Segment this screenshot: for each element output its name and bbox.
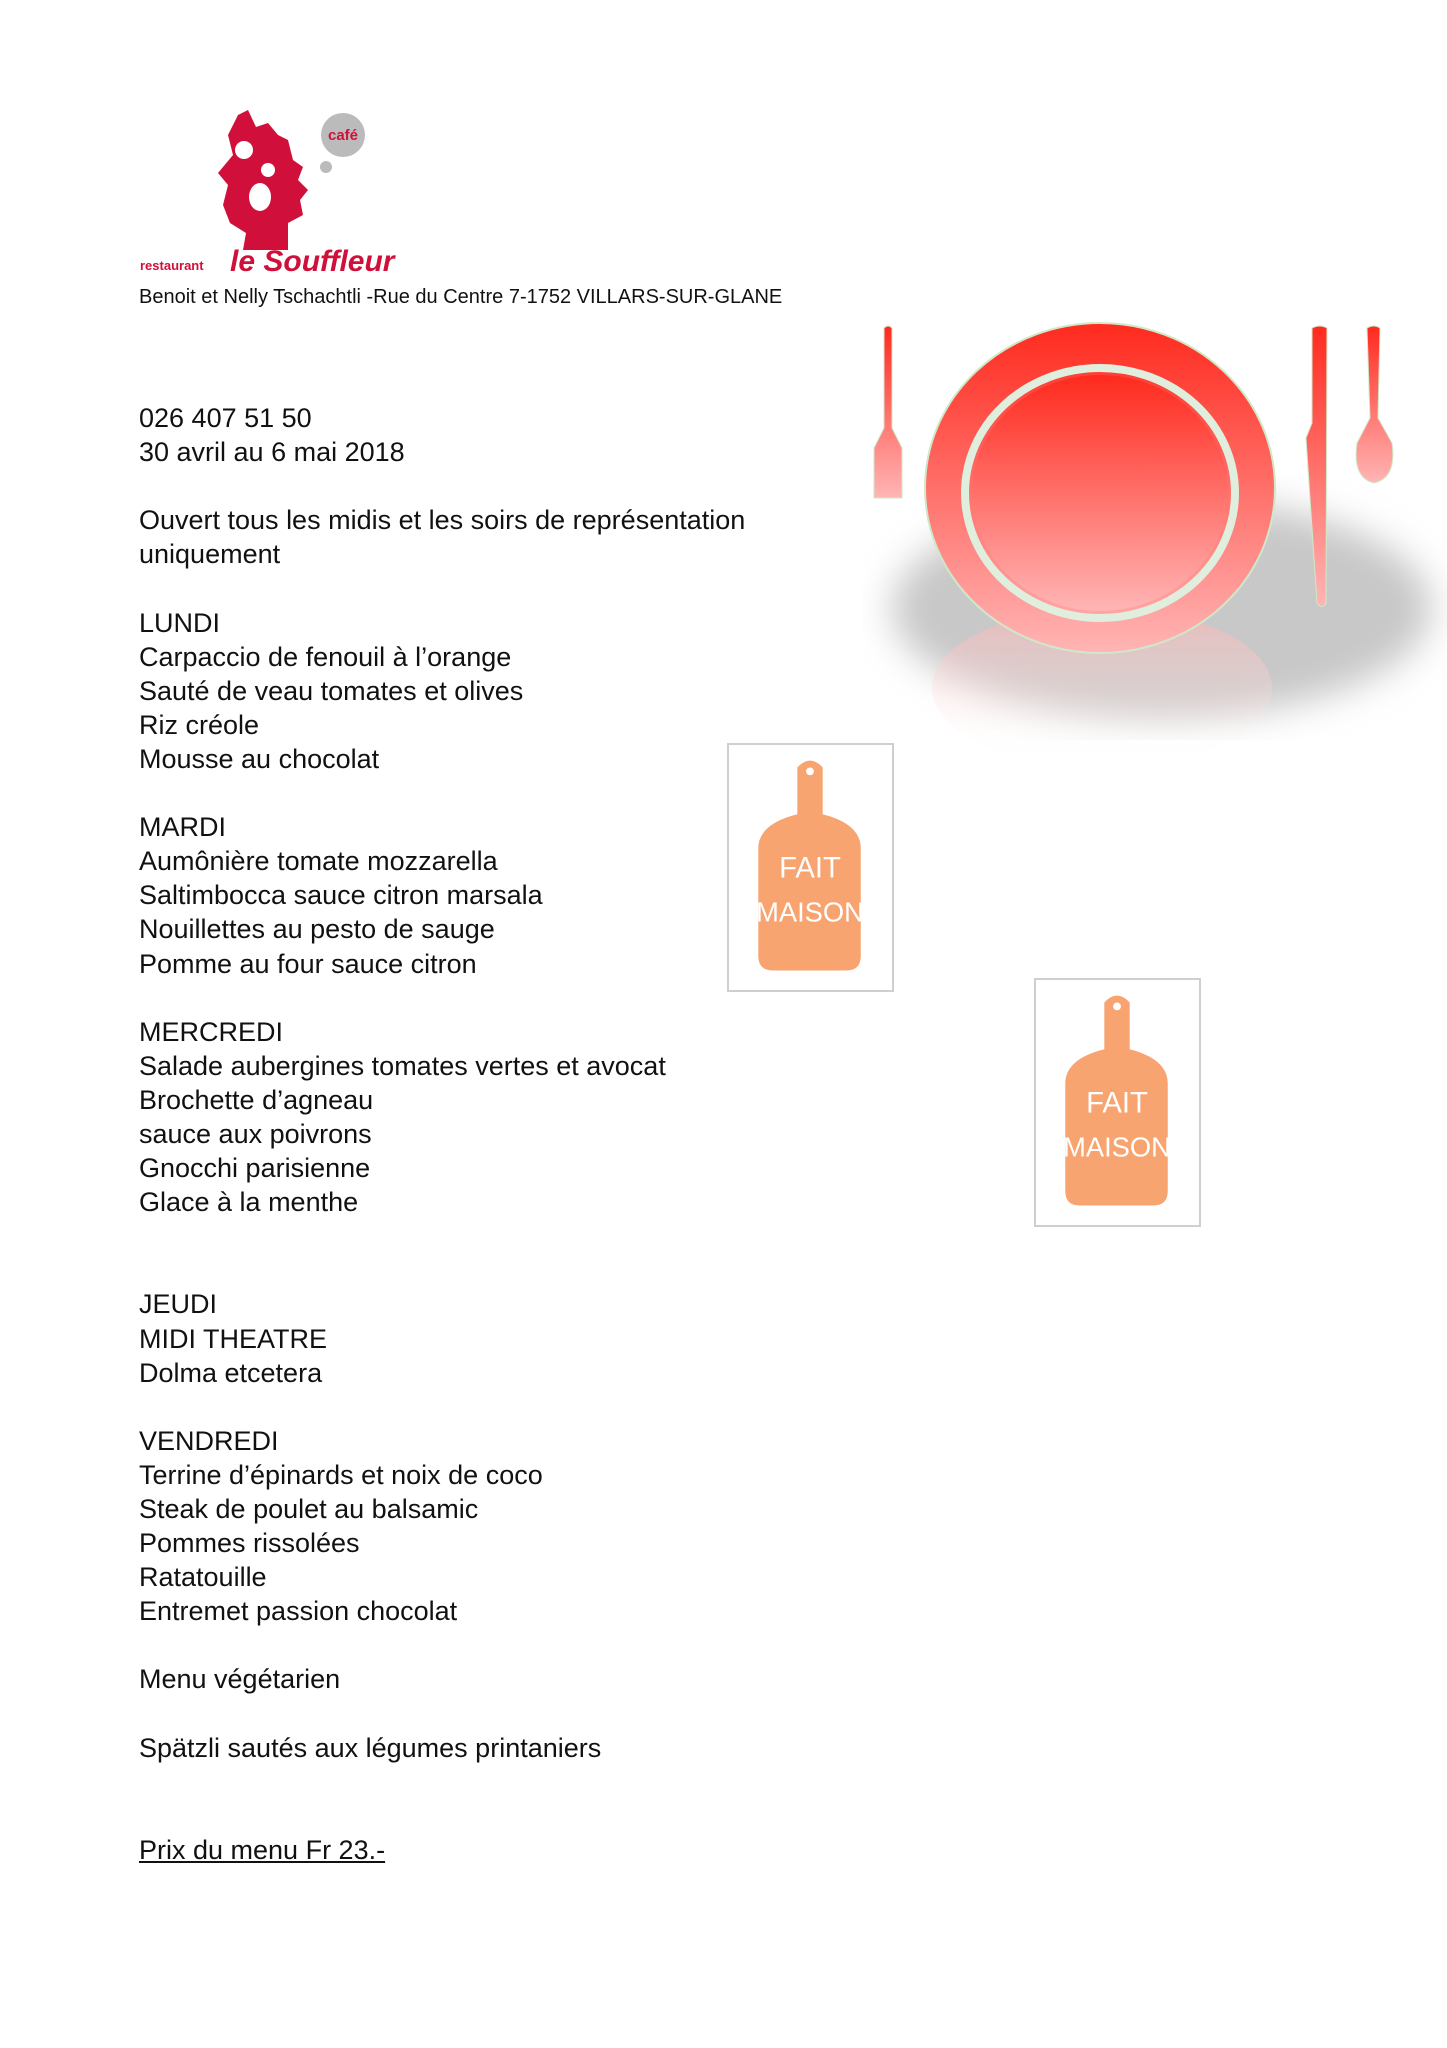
menu-line: 30 avril au 6 mai 2018: [139, 437, 405, 468]
menu-line: Saltimbocca sauce citron marsala: [139, 880, 543, 911]
menu-line: Nouillettes au pesto de sauge: [139, 914, 495, 945]
menu-line: MERCREDI: [139, 1016, 284, 1047]
address: Benoit et Nelly Tschachtli -Rue du Centre 7-1752 VILLARS-SUR-GLANE: [139, 286, 783, 308]
svg-text:le Souffleur: le Souffleur: [230, 245, 395, 277]
menu-line: Carpaccio de fenouil à l’orange: [139, 641, 512, 672]
menu-line: [139, 776, 745, 810]
menu-line: [139, 1697, 745, 1731]
restaurant-logo: [138, 105, 468, 277]
menu-line: [139, 469, 745, 503]
menu-line: Entremet passion chocolat: [139, 1596, 458, 1627]
menu-line: 026 407 51 50: [139, 403, 312, 433]
menu-line: Sauté de veau tomates et olives: [139, 675, 524, 706]
fait-maison-badge: [1034, 978, 1201, 1227]
svg-text:restaurant: restaurant: [140, 258, 204, 273]
menu-line: Mousse au chocolat: [139, 743, 380, 774]
menu-line: Salade aubergines tomates vertes et avocat: [139, 1050, 666, 1081]
plate-cutlery-illustration: [862, 318, 1447, 808]
menu-line: Glace à la menthe: [139, 1187, 359, 1218]
menu-line: MIDI THEATRE: [139, 1323, 328, 1354]
menu-line: Gnocchi parisienne: [139, 1153, 371, 1184]
menu-line: [139, 1253, 745, 1287]
menu-text: [139, 401, 745, 1867]
menu-line: VENDREDI: [139, 1425, 279, 1456]
menu-line: Terrine d’épinards et noix de coco: [139, 1459, 543, 1490]
menu-line: Riz créole: [139, 709, 260, 740]
menu-line: MARDI: [139, 812, 226, 843]
menu-line: uniquement: [139, 539, 281, 570]
menu-line: Steak de poulet au balsamic: [139, 1494, 479, 1524]
menu-line: JEUDI: [139, 1289, 218, 1320]
menu-line: Dolma etcetera: [139, 1357, 323, 1388]
menu-line: LUNDI: [139, 607, 221, 638]
menu-line: Aumônière tomate mozzarella: [139, 846, 498, 877]
menu-line: Pommes rissolées: [139, 1528, 360, 1559]
menu-line: [139, 1799, 745, 1833]
menu-price: Prix du menu Fr 23.-: [139, 1834, 386, 1865]
menu-line: sauce aux poivrons: [139, 1118, 372, 1149]
menu-line: [139, 1219, 745, 1253]
badge-line1: FAIT: [1086, 1086, 1148, 1120]
badge-line1: FAIT: [779, 851, 841, 885]
menu-line: Brochette d’agneau: [139, 1084, 374, 1115]
badge-line2: MAISON: [756, 896, 864, 928]
menu-line: Spätzli sautés aux légumes printaniers: [139, 1732, 602, 1763]
menu-line: Ouvert tous les midis et les soirs de représentation: [139, 505, 746, 536]
badge-line2: MAISON: [1063, 1131, 1171, 1163]
menu-line: [139, 1390, 745, 1424]
menu-line: [139, 571, 745, 605]
logo-cafe-text: café: [327, 127, 359, 144]
menu-line: Menu végétarien: [139, 1664, 341, 1695]
menu-line: Pomme au four sauce citron: [139, 948, 477, 979]
menu-line: [139, 1765, 745, 1799]
menu-line: [139, 1628, 745, 1662]
fait-maison-badge: [727, 743, 894, 992]
menu-line: [139, 981, 745, 1015]
menu-line: Ratatouille: [139, 1562, 267, 1593]
